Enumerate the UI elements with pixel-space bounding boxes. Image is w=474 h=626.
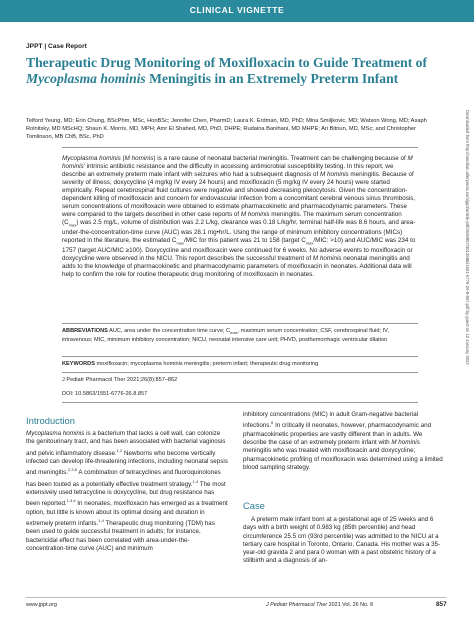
abstract-subscript: max [305, 240, 314, 246]
abstract-text: meningitis. Because of severity of illness, doxycycline (4 mg/kg IV every 24 hours) and moxifloxacin (5 mg/kg IV every 24 hours) were started empirically. Repeat cerebrospinal fluid cultures were negative and showed decreasing pleiocytosis. Given the concentration-dependent killing of moxifloxacin and concern for endovascular infection from a concomitant cerebral venous sinus thrombosis, serum concentrations of moxifloxacin were obtained to estimate pharmacokinetic and pharmacodynamic parameters. These were compared to the targets described in other case reports of [62, 170, 416, 218]
intro-text: A combination of tetracyclines and fluoroquinolones has been touted as a potentially effective treatment strategy. [26, 469, 221, 488]
download-sidebar [463, 110, 471, 610]
abstract-text: Mycoplasma hominis [62, 155, 121, 162]
reference-marker: 1,2 [116, 447, 123, 453]
abbreviations-text: , maximum serum concentration; CSF, cerebrospinal fluid; IV, intravenous; MIC, minimum inhibitory concentration; NICU, neonatal intensive care unit; PHVD, posthemorrhagic ventricular dilation [62, 328, 389, 343]
abstract-text: M hominis [319, 170, 349, 178]
reference-marker: 2,3,5 [68, 467, 77, 473]
abstract-text: ( [120, 155, 125, 162]
abbreviations-text: AUC, area under the concentration time curve; C [107, 328, 231, 334]
right-text: M hominis [391, 438, 420, 446]
intro-heading: Introduction [26, 415, 75, 426]
journal-url[interactable]: www.jppt.org [26, 602, 57, 608]
abstract-text: meningitis. The maximum serum concentration (C [62, 210, 402, 226]
journal-name: J Pediatr Pharmacol Ther [266, 602, 328, 608]
intro-text: Newborns who become vertically infected can develop life-threatening infections, including neonatal sepsis and meningitis. [26, 449, 228, 477]
abstract-text: M hominis' [62, 155, 413, 170]
abstract-bottom-rule [62, 323, 418, 324]
title-part-2: Meningitis in an Extremely Preterm Infant [145, 71, 399, 86]
abstract-text: ) was 2.5 mg/L, volume of distribution was 2.2 L/kg, clearance was 0.18 L/kg/hr, terminal half-life was 8.6 hours, and area-under-the-concentration-time curve (AUC) was 28.1 mg•hr/L. Using the range of minimum inhibitory concentrations (MICs) reported in the literature, the estimated C [62, 218, 416, 244]
abstract-subscript: max [68, 221, 77, 227]
title-part-1: Therapeutic Drug Monitoring of Moxifloxacin to Guide Treatment of [26, 55, 427, 70]
right-text: meningitis who was treated with moxifloxacin and doxycycline; pharmacokinetic profiling of moxifloxacin was determined using a limited blood sampling strategy. [243, 447, 443, 471]
section-banner-label: CLINICAL VIGNETTE [189, 5, 285, 15]
reference-marker: 1,3,4 [66, 498, 76, 504]
footer-rule [26, 597, 446, 598]
abstract [62, 155, 418, 279]
right-text: inhibitory concentrations (MIC) in adult Gram-negative bacterial infections. [243, 411, 419, 430]
intro-text: In neonates, moxifloxacin has emerged as a treatment option, but little is known about its optimal dosing and duration in extremely preterm infants. [26, 500, 228, 528]
intro-text: is a bacterium that lacks a cell wall, can colonize the genitourinary tract, and has been associated with bacterial vaginosis and pelvic inflammatory disease. [26, 430, 226, 457]
doi-link[interactable]: DOI: 10.5863/1551-6776-26.8.857 [62, 391, 148, 397]
article-type-label: JPPT | Case Report [26, 43, 87, 50]
intro-text: Therapeutic drug monitoring (TDM) has been used to guide successful treatment in adults; for instance, bactericidal effect has been correlated with area-under-the-concentration-time curve (AUC) and minimum [26, 520, 215, 552]
keywords-text: moxifloxacin; mycoplasma hominis meningitis; preterm infant; therapeutic drug monitoring [94, 361, 319, 367]
keywords [62, 361, 418, 369]
case-heading: Case [243, 500, 265, 511]
case-paragraph: A preterm male infant born at a gestational age of 25 weeks and 6 days with a birth weight of 0.983 kg (85th percentile) and head circumference 25.5 cm (93rd percentile) was admitted to the NICU at a tertiary care hospital in Toronto, Ontario, Canada. His mother was a 35-year-old gravida 2 and para 0 woman with a past obstetric history of a stillbirth and a diagnosis of an- [243, 516, 441, 565]
abbreviations [62, 328, 418, 345]
abstract-text: M hominis [312, 254, 342, 262]
intro-paragraph [26, 430, 228, 553]
abstract-text: neonatal meningitis and adds to the knowledge of pharmacokinetic and pharmacodynamic parameters of moxifloxacin in neonates. Additional data will help to confirm the role for routine therapeutic drug monitoring of moxifloxacin in neonates. [62, 254, 412, 278]
title-organism: Mycoplasma hominis [26, 71, 146, 86]
abstract-text: intrinsic antibiotic resistance and the difficulty in accessing antimicrobial susceptibility testing. In this report, we describe an extremely preterm male infant with seizures who had a subsequent diagnosis of [62, 162, 394, 178]
abstract-top-rule [62, 147, 418, 148]
right-text: In critically ill neonates, however, pharmacodynamic and pharmacokinetic properties are vastly different than in adults. We describe the case of an extremely preterm infant with [243, 422, 432, 446]
abstract-text: M hominis [124, 155, 154, 162]
abstract-text: M hominis [240, 210, 270, 218]
intro-text: Mycoplasma hominis [26, 430, 85, 437]
download-notice: Downloaded from http://meridian.allenpress.com/jppt/article-pdf/26/8/857/3013680/i1551-6776-26-8-857.pdf by guest on 12 January 2024 [465, 110, 470, 365]
article-title [26, 55, 446, 87]
abstract-text: /MIC: >10) and AUC/MIC was 234 to 1757 (target AUC/MIC ≥100). Doxycycline and moxifloxacin were continued for 6 weeks. No adverse events to moxifloxacin or doxycycline were observed in the NICU. This report describes the successful treatment of [62, 236, 416, 262]
abstract-subscript: max [176, 240, 185, 246]
reference-marker: 1,4 [98, 517, 104, 523]
abbreviations-label: ABBREVIATIONS [62, 328, 108, 334]
author-list: Telford Yeung, MD; Erin Chung, BScPhm, MSc, HonBSc; Jennifer Chen, PharmD; Laura K. Erdman, MD, PhD; Mina Smiljkovic, MD; Watson Wong, MD; Asaph Rolnitsky, MD MScHQ; Shaun K. Morris, MD, MPH; Amr El Shahed, MD, PhD, DHPE; Rudaina Banihani, MD MHPE; Ari Bitnun, MD, MSc; and Christopher Tomlinson, MB ChB, BSc, PhD [26, 118, 427, 141]
page-number: 857 [436, 601, 447, 608]
doi-rule [62, 402, 418, 403]
abstract-text: /MIC for this patient was 21 to 158 (target C [184, 236, 306, 244]
right-paragraph [243, 411, 446, 472]
citation: J Pediatr Pharmacol Ther 2021;26(8):857–862 [62, 377, 178, 383]
journal-volume: 2021 Vol. 26 No. 8 [327, 602, 373, 608]
abstract-text: ) is a rare cause of neonatal bacterial meningitis. Treatment can be challenging because of [153, 155, 408, 162]
intro-text: The most extensively used tetracycline is doxycycline, but drug resistance has been reported. [26, 480, 226, 508]
keywords-rule [62, 356, 418, 357]
reference-marker: 1,4 [192, 478, 199, 484]
journal-issue [266, 602, 373, 608]
reference-marker: 6 [271, 420, 274, 426]
citation-rule [62, 372, 418, 373]
abbreviations-subscript: max [230, 330, 238, 336]
keywords-label: KEYWORDS [62, 361, 95, 367]
